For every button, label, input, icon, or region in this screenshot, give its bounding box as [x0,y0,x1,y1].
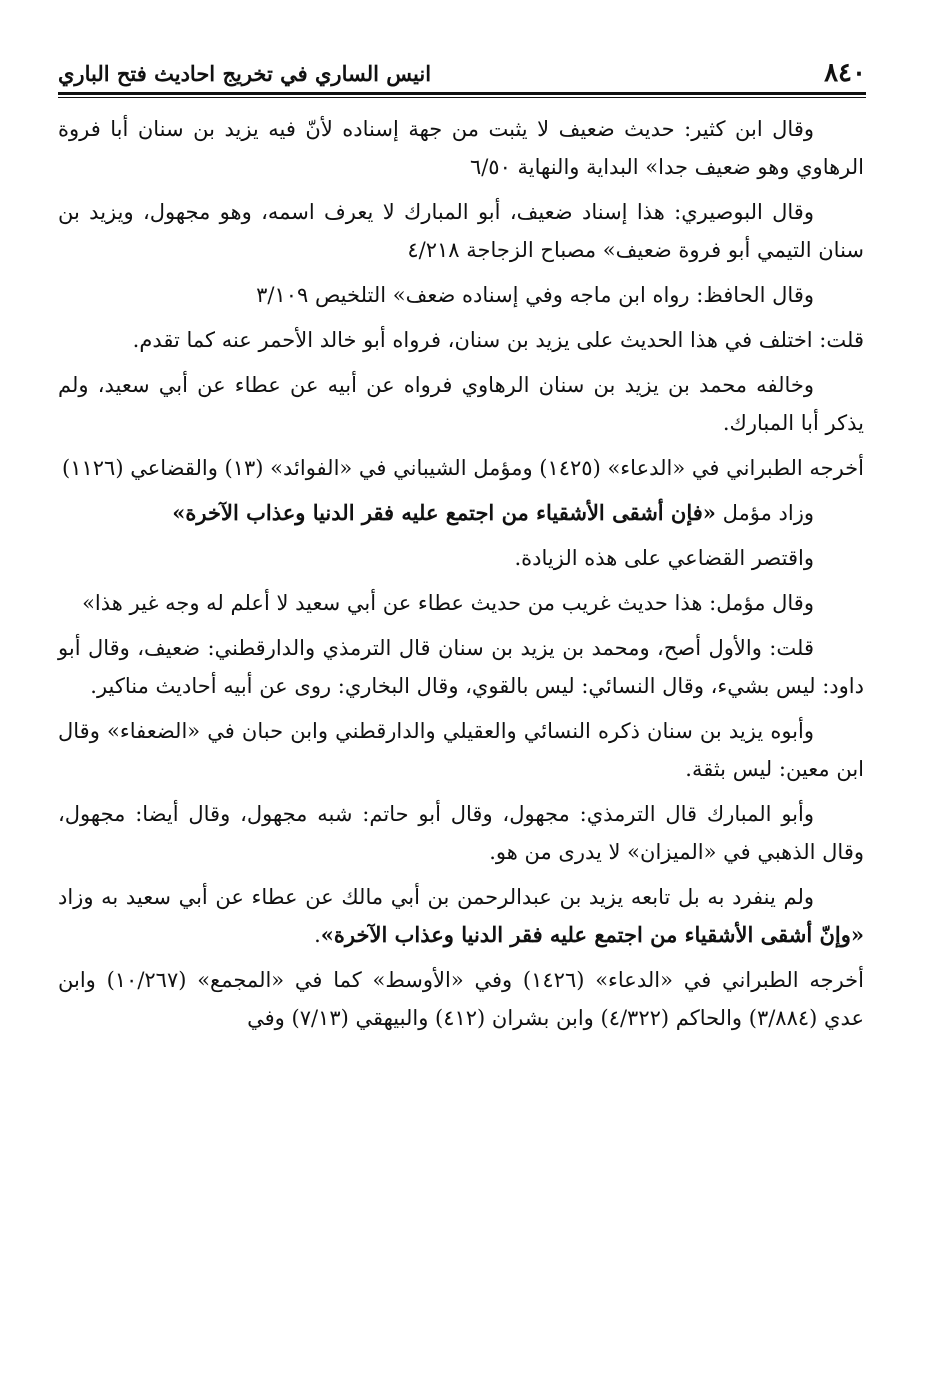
paragraph-akhrajahu-1: أخرجه الطبراني في «الدعاء» (١٤٢٥) ومؤمل الشيباني في «الفوائد» (١٣) والقضاعي (١١٢٦) [62,456,864,480]
header-rule-thin [58,97,866,98]
paragraph-akhrajahu-2: أخرجه الطبراني في «الدعاء» (١٤٢٦) وفي «الأوسط» كما في «المجمع» (١٠/٢٦٧) وابن عدي (٣/٨٨٤) والحاكم (٤/٣٢٢) وابن بشران (٤١٢) والبيهقي (٧/١٣) وفي [58,968,864,1030]
paragraph-abu-mubarak: وأبو المبارك قال الترمذي: مجهول، وقال أبو حاتم: شبه مجهول، وقال أيضا: مجهول، وقال الذهبي في «الميزان» لا يدرى من هو. [58,802,864,864]
page-header [58,50,866,90]
paragraph-qala-muammal: وقال مؤمل: هذا حديث غريب من حديث عطاء عن أبي سعيد لا أعلم له وجه غير هذا» [82,591,814,615]
paragraph-abuhu: وأبوه يزيد بن سنان ذكره النسائي والعقيلي والدارقطني وابن حبان في «الضعفاء» وقال ابن معين: ليس بثقة. [58,719,864,781]
paragraph-qultu-2: قلت: والأول أصح، ومحمد بن يزيد بن سنان قال الترمذي والدارقطني: ضعيف، وقال أبو داود: ليس بشيء، وقال النسائي: ليس بالقوي، وقال البخاري: روى عن أبيه أحاديث مناكير. [58,636,864,698]
paragraph-busiri: وقال البوصيري: هذا إسناد ضعيف، أبو المبارك لا يعرف اسمه، وهو مجهول، ويزيد بن سنان التيمي أبو فروة ضعيف» مصباح الزجاجة ٤/٢١٨ [58,200,864,262]
paragraph-qultu-1: قلت: اختلف في هذا الحديث على يزيد بن سنان، فرواه أبو خالد الأحمر عنه كما تقدم. [132,328,864,352]
paragraph-ibn-kathir: وقال ابن كثير: حديث ضعيف لا يثبت من جهة إسناده لأنّ فيه يزيد بن سنان أبا فروة الرهاوي وهو ضعيف جدا» البداية والنهاية ٦/٥٠ [58,117,864,179]
paragraph-zada-muammal [58,494,864,532]
paragraph-hafiz: وقال الحافظ: رواه ابن ماجه وفي إسناده ضعف» التلخيص ٣/١٠٩ [256,283,814,307]
hadith-quote-bold-2: «وإنّ أشقى الأشقياء من اجتمع عليه فقر الدنيا وعذاب الآخرة» [320,922,864,947]
running-title: انيس الساري في تخريج احاديث فتح الباري [58,61,432,86]
page-number: ٨٤٠ [824,58,866,88]
zada-prefix: وزاد مؤمل [715,501,814,525]
mutaba-suffix: . [314,923,321,947]
mutaba-prefix: ولم ينفرد به بل تابعه يزيد بن عبدالرحمن بن أبي مالك عن عطاء عن أبي سعيد به وزاد [58,885,814,909]
paragraph-iqtasara: واقتصر القضاعي على هذه الزيادة. [514,546,814,570]
paragraph-lam-yanfarid [58,878,864,954]
header-rule-thick [58,92,866,95]
hadith-quote-bold: «فإن أشقى الأشقياء من اجتمع عليه فقر الدنيا وعذاب الآخرة» [172,500,716,525]
paragraph-khalafahu: وخالفه محمد بن يزيد بن سنان الرهاوي فرواه عن أبيه عن عطاء عن أبي سعيد، ولم يذكر أبا المبارك. [58,373,864,435]
body-text [58,110,864,1044]
